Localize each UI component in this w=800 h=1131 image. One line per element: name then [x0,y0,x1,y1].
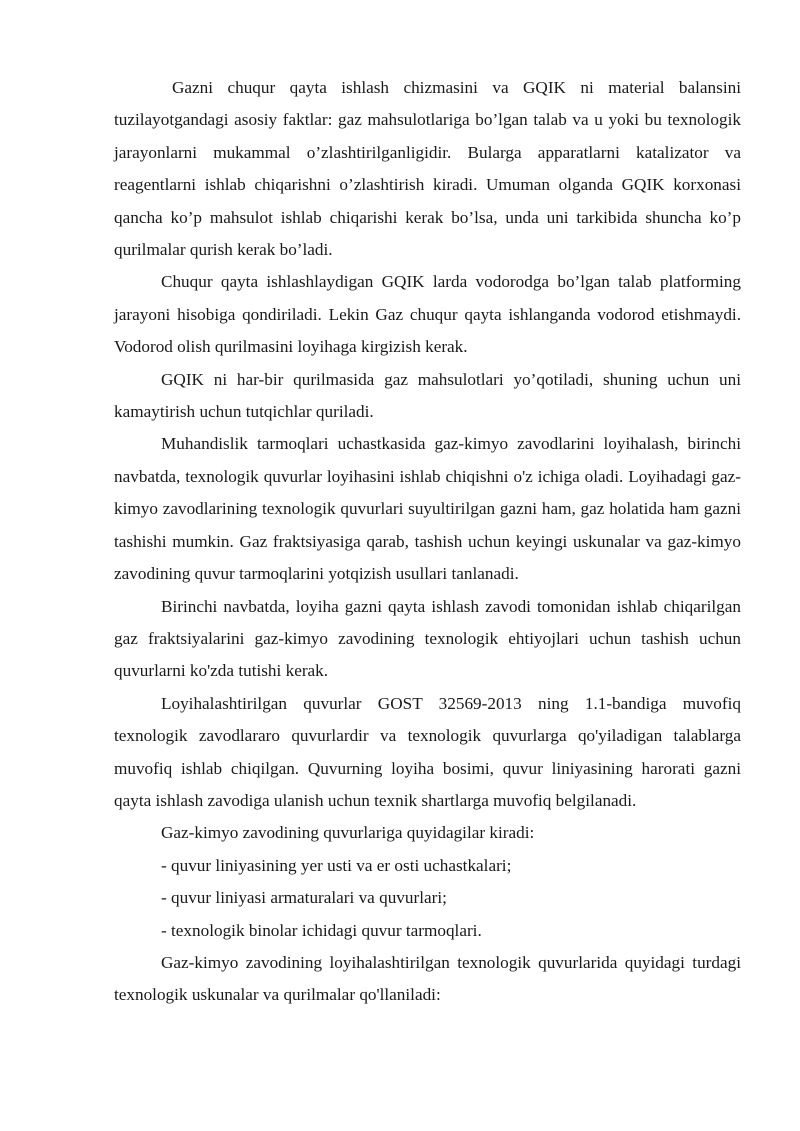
paragraph-gost-pipelines: Loyihalashtirilgan quvurlar GOST 32569-2013 ning 1.1-bandiga muvofiq texnologik zavodlararo quvurlardir va texnologik quvurlarga qo'yiladigan talablarga muvofiq ishlab chiqilgan. Quvurning loyiha bosimi, quvur liniyasining harorati gazni qayta ishlash zavodiga ulanish uchun texnik shartlarga muvofiq belgilanadi. [114,693,741,810]
list-item: - texnologik binolar ichidagi quvur tarmoqlari. [161,920,482,940]
paragraph-pipeline-components-intro: Gaz-kimyo zavodining quvurlariga quyidagilar kiradi: [161,823,535,843]
list-item: - quvur liniyasining yer usti va er osti uchastkalari; [161,855,512,875]
paragraph-gas-processing-factors: Gazni chuqur qayta ishlash chizmasini va GQIK ni material balansini tuzilayotgandagi asosiy faktlar: gaz mahsulotlariga bo’lgan talab va u yoki bu texnologik jarayonlarni mukammal o’zlashtirilganligidir. Bularga apparatlarni katalizator va reagentlarni ishlab chiqarishni o’zlashtirish kiradi. Umuman olganda GQIK korxonasi qancha ko’p mahsulot ishlab chiqarishi kerak bo’lsa, unda uni tarkibida shuncha ko’p qurilmalar qurish kerak bo’ladi. [114,78,741,260]
document-page [114,72,741,1012]
paragraph-engineering-networks: Muhandislik tarmoqlari uchastkasida gaz-kimyo zavodlarini loyihalash, birinchi navbatda, texnologik quvurlar loyihasini ishlab chiqishni o'z ichiga oladi. Loyihadagi gaz-kimyo zavodlarining texnologik quvurlari suyultirilgan gazni ham, gaz holatida ham gazni tashishi mumkin. Gaz fraktsiyasiga qarab, tashish uchun keyingi uskunalar va gaz-kimyo zavodining quvur tarmoqlarini yotqizish usullari tanlanadi. [114,434,741,584]
list-item: - quvur liniyasi armaturalari va quvurlari; [161,888,447,908]
paragraph-product-losses: GQIK ni har-bir qurilmasida gaz mahsulotlari yo’qotiladi, shuning uchun uni kamaytirish uchun tutqichlar quriladi. [114,369,741,422]
paragraph-gas-fraction-transport: Birinchi navbatda, loyiha gazni qayta ishlash zavodi tomonidan ishlab chiqarilgan gaz fraktsiyalarini gaz-kimyo zavodining texnologik ehtiyojlari uchun tashish uchun quvurlarni ko'zda tutishi kerak. [114,596,741,681]
paragraph-equipment-intro: Gaz-kimyo zavodining loyihalashtirilgan texnologik quvurlarida quyidagi turdagi texnologik uskunalar va qurilmalar qo'llaniladi: [114,952,741,1005]
paragraph-hydrogen-demand: Chuqur qayta ishlashlaydigan GQIK larda vodorodga bo’lgan talab platforming jarayoni hisobiga qondiriladi. Lekin Gaz chuqur qayta ishlanganda vodorod etishmaydi. Vodorod olish qurilmasini loyihaga kirgizish kerak. [114,272,741,357]
